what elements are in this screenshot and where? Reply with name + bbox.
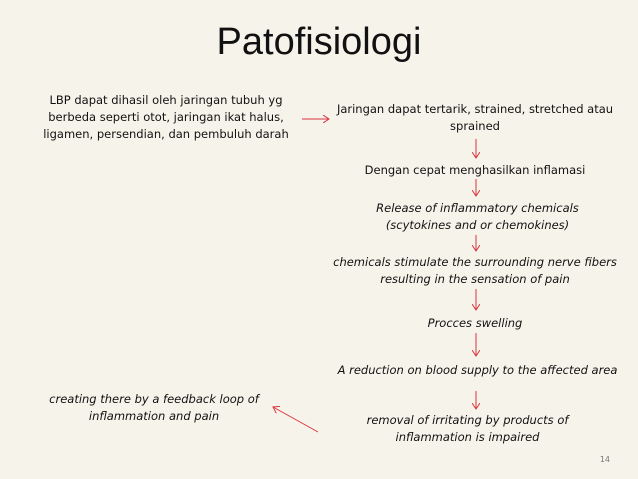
step-4-text: chemicals stimulate the surrounding nerve fibers resulting in the sensation of pain	[333, 255, 617, 286]
left-bottom-text: creating there by a feedback loop of inflammation and pain	[49, 392, 259, 423]
left-top-text: LBP dapat dihasil oleh jaringan tubuh yg berbeda seperti otot, jaringan ikat halus, ligamen, persendian, dan pembuluh darah	[43, 93, 289, 141]
step-6-text: A reduction on blood supply to the affected area	[337, 363, 618, 377]
step-2-text: Dengan cepat menghasilkan inflamasi	[364, 163, 586, 177]
step-7-text: removal of irritating by products of inflammation is impaired	[366, 413, 569, 444]
page-number: 14	[599, 455, 610, 464]
slide-title: Patofisiologi	[216, 21, 422, 63]
arrow-step7-to-left	[273, 407, 318, 432]
step-3-text: Release of inflammatory chemicals (scytokines and or chemokines)	[376, 201, 579, 232]
step-1-text: Jaringan dapat tertarik, strained, stretched atau sprained	[336, 102, 614, 133]
step-5-text: Procces swelling	[427, 316, 523, 330]
